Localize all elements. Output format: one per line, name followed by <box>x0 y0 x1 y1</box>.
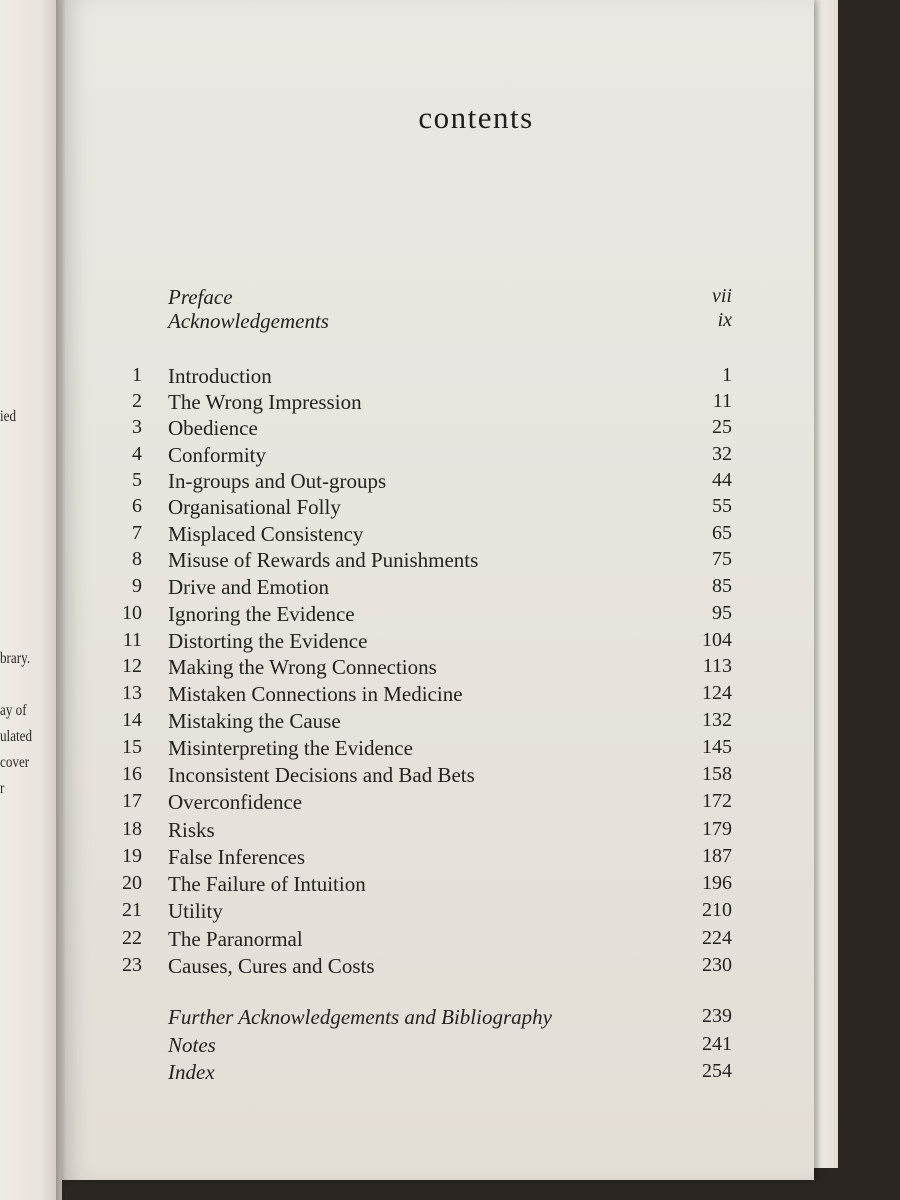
toc-chapter <box>102 629 732 655</box>
chapter-title: Inconsistent Decisions and Bad Bets <box>168 763 475 787</box>
chapter-title: Misplaced Consistency <box>168 522 364 546</box>
toc-chapter <box>102 954 732 980</box>
toc-entry-page: 254 <box>702 1060 732 1082</box>
left-page-fragment: r <box>0 780 5 797</box>
chapter-page: 85 <box>712 575 732 597</box>
chapter-page: 210 <box>702 899 732 921</box>
chapter-number: 8 <box>132 548 142 570</box>
toc-entry-page: 241 <box>702 1033 732 1055</box>
chapter-number: 2 <box>132 390 142 412</box>
chapter-title: Making the Wrong Connections <box>168 655 437 679</box>
toc-chapter <box>102 655 732 681</box>
toc-chapter <box>102 416 732 442</box>
chapter-title: Misuse of Rewards and Punishments <box>168 548 479 572</box>
chapter-number: 21 <box>122 899 142 921</box>
toc-chapter <box>102 495 732 521</box>
toc-chapter <box>102 818 732 844</box>
toc-entry-title: Acknowledgements <box>168 309 329 333</box>
chapter-page: 75 <box>712 548 732 570</box>
page-title: contents <box>418 100 534 135</box>
toc-entry-further-acknowledgements <box>102 1005 732 1031</box>
toc-chapter <box>102 443 732 469</box>
chapter-title: Overconfidence <box>168 790 303 814</box>
chapter-title: Ignoring the Evidence <box>168 602 355 626</box>
toc-chapter <box>102 709 732 735</box>
toc-chapter <box>102 602 732 628</box>
toc-chapter <box>102 899 732 925</box>
chapter-title: False Inferences <box>168 845 306 869</box>
chapter-number: 22 <box>122 927 142 949</box>
chapter-title: The Paranormal <box>168 927 303 951</box>
chapter-page: 44 <box>712 469 732 491</box>
chapter-number: 17 <box>122 790 142 812</box>
book-gutter-shadow <box>56 0 66 1200</box>
toc-chapter <box>102 522 732 548</box>
chapter-title: Introduction <box>168 364 272 388</box>
chapter-number: 3 <box>132 416 142 438</box>
chapter-title: Mistaken Connections in Medicine <box>168 682 463 706</box>
toc-chapter <box>102 469 732 495</box>
chapter-number: 4 <box>132 443 142 465</box>
toc-chapter <box>102 682 732 708</box>
toc-chapter <box>102 790 732 816</box>
toc-entry-index <box>102 1060 732 1086</box>
chapter-page: 187 <box>702 845 732 867</box>
left-page-fragment: cover <box>0 754 30 771</box>
chapter-title: The Wrong Impression <box>168 390 362 414</box>
chapter-title: Organisational Folly <box>168 495 341 519</box>
toc-chapter <box>102 548 732 574</box>
chapter-number: 10 <box>122 602 142 624</box>
chapter-page: 104 <box>702 629 732 651</box>
chapter-title: Obedience <box>168 416 258 440</box>
toc-entry-page: 239 <box>702 1005 732 1027</box>
chapter-page: 196 <box>702 872 732 894</box>
chapter-title: Misinterpreting the Evidence <box>168 736 413 760</box>
chapter-title: Utility <box>168 899 223 923</box>
toc-chapter <box>102 845 732 871</box>
toc-entry-page: vii <box>712 285 732 307</box>
chapter-number: 9 <box>132 575 142 597</box>
chapter-page: 11 <box>712 390 732 412</box>
chapter-title: Distorting the Evidence <box>168 629 368 653</box>
toc-entry-preface <box>102 285 732 311</box>
chapter-title: In-groups and Out-groups <box>168 469 387 493</box>
chapter-number: 12 <box>122 655 142 677</box>
chapter-page: 224 <box>702 927 732 949</box>
chapter-page: 172 <box>702 790 732 812</box>
chapter-number: 23 <box>122 954 142 976</box>
chapter-page: 132 <box>702 709 732 731</box>
left-page-fragment: ulated <box>0 728 33 745</box>
toc-entry-title: Preface <box>168 285 233 309</box>
toc-chapter <box>102 736 732 762</box>
chapter-page: 25 <box>712 416 732 438</box>
chapter-page: 179 <box>702 818 732 840</box>
left-page-fragment: ied <box>0 408 17 425</box>
chapter-number: 20 <box>122 872 142 894</box>
toc-entry-acknowledgements <box>102 309 732 335</box>
chapter-number: 11 <box>122 629 142 651</box>
chapter-title: The Failure of Intuition <box>168 872 366 896</box>
left-page-fragment: brary. <box>0 650 31 667</box>
chapter-page: 230 <box>702 954 732 976</box>
toc-entry-title: Index <box>168 1060 215 1084</box>
chapter-number: 13 <box>122 682 142 704</box>
chapter-page: 1 <box>722 364 732 386</box>
chapter-page: 158 <box>702 763 732 785</box>
chapter-title: Drive and Emotion <box>168 575 329 599</box>
toc-chapter <box>102 364 732 390</box>
toc-chapter <box>102 927 732 953</box>
chapter-number: 6 <box>132 495 142 517</box>
chapter-page: 55 <box>712 495 732 517</box>
chapter-number: 5 <box>132 469 142 491</box>
chapter-title: Mistaking the Cause <box>168 709 341 733</box>
chapter-page: 95 <box>712 602 732 624</box>
chapter-number: 19 <box>122 845 142 867</box>
chapter-number: 1 <box>132 364 142 386</box>
chapter-page: 145 <box>702 736 732 758</box>
toc-chapter <box>102 872 732 898</box>
chapter-number: 16 <box>122 763 142 785</box>
toc-entry-notes <box>102 1033 732 1059</box>
chapter-title: Conformity <box>168 443 266 467</box>
chapter-number: 18 <box>122 818 142 840</box>
chapter-page: 113 <box>702 655 732 677</box>
chapter-number: 7 <box>132 522 142 544</box>
left-page-fragment: ay of <box>0 702 27 719</box>
chapter-page: 65 <box>712 522 732 544</box>
contents-page <box>62 0 814 1180</box>
chapter-title: Causes, Cures and Costs <box>168 954 375 978</box>
chapter-page: 124 <box>702 682 732 704</box>
chapter-page: 32 <box>712 443 732 465</box>
toc-chapter <box>102 390 732 416</box>
toc-entry-page: ix <box>717 309 732 331</box>
chapter-title: Risks <box>168 818 215 842</box>
chapter-number: 15 <box>122 736 142 758</box>
left-facing-page <box>0 0 62 1200</box>
toc-chapter <box>102 575 732 601</box>
chapter-number: 14 <box>122 709 142 731</box>
toc-entry-title: Further Acknowledgements and Bibliography <box>168 1005 552 1029</box>
toc-chapter <box>102 763 732 789</box>
toc-entry-title: Notes <box>168 1033 216 1057</box>
